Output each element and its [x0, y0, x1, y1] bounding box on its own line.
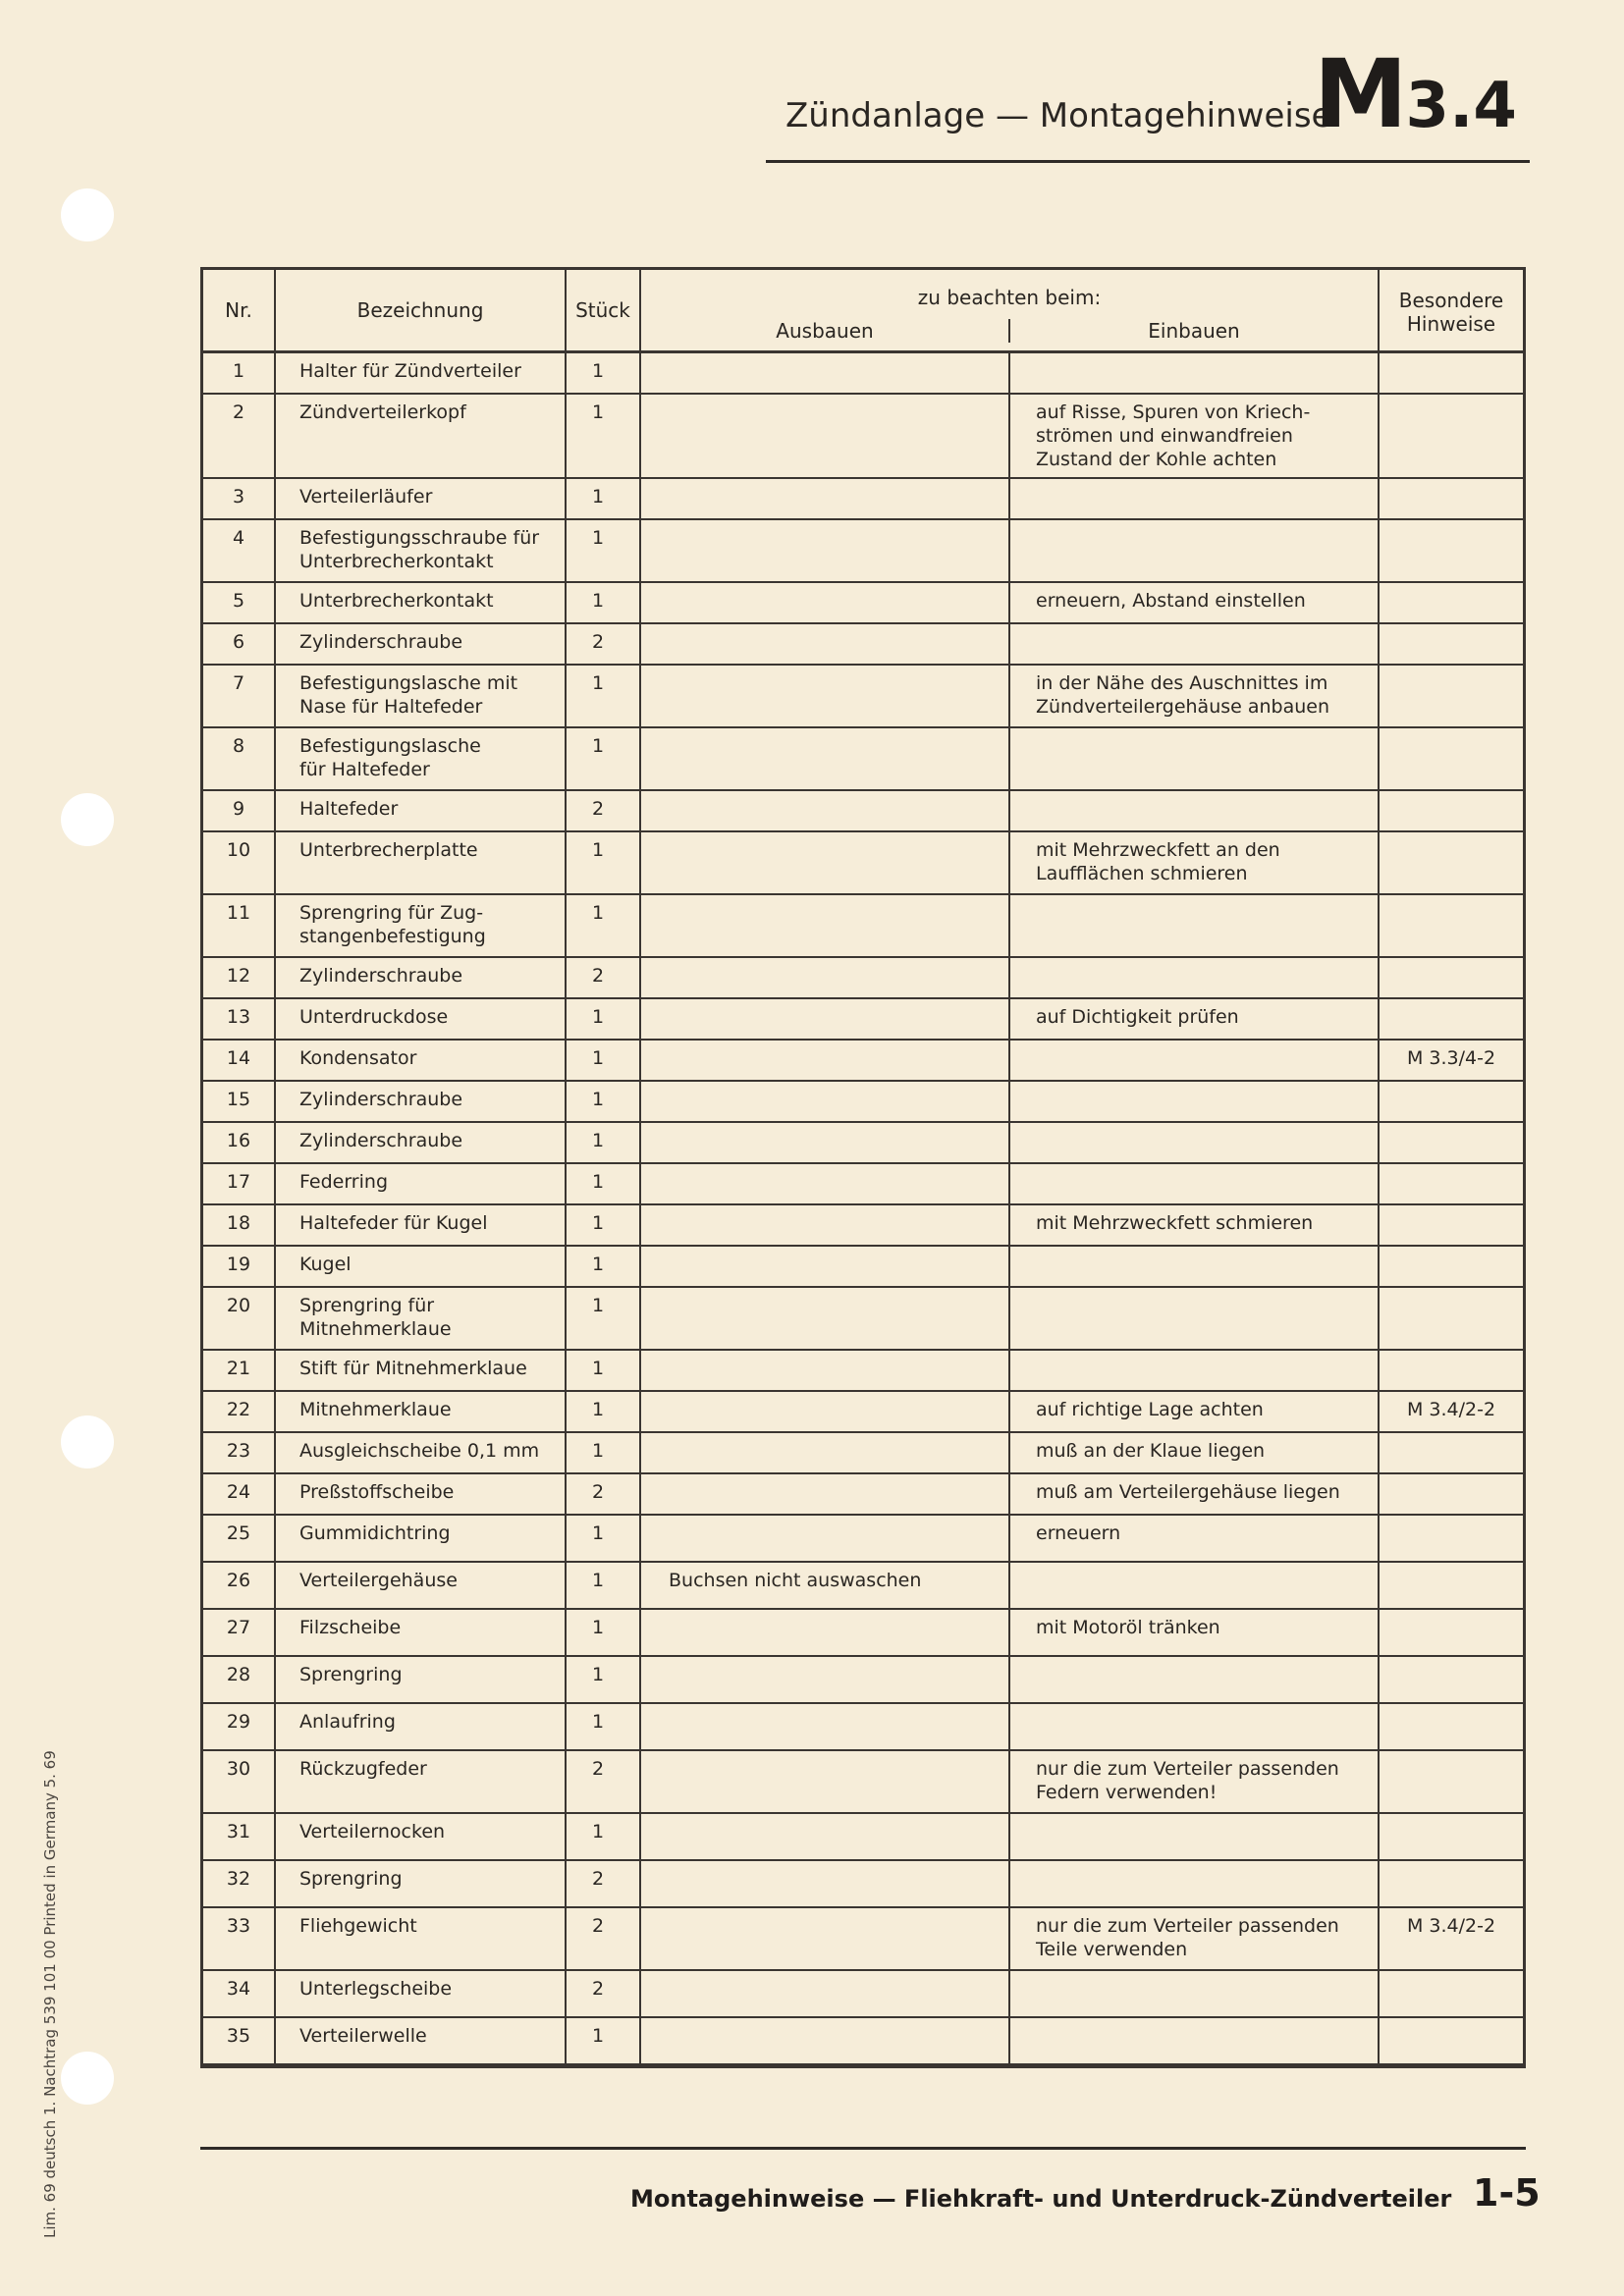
table-row [203, 832, 1523, 895]
cell-ausbauen [641, 1164, 1010, 1205]
cell-bezeichnung: Unterlegscheibe [276, 1971, 567, 2018]
cell-nr: 8 [203, 728, 276, 791]
cell-bezeichnung: Zündverteilerkopf [276, 395, 567, 479]
cell-bezeichnung: Unterbrecherplatte [276, 832, 567, 895]
col-group-label: zu beachten beim: [917, 286, 1102, 309]
table-row [203, 958, 1523, 999]
cell-hinweise [1380, 666, 1523, 728]
table-row [203, 353, 1523, 395]
cell-stueck: 1 [567, 1164, 641, 1205]
cell-ausbauen [641, 1861, 1010, 1908]
cell-stueck: 2 [567, 1751, 641, 1814]
cell-hinweise [1380, 1474, 1523, 1516]
cell-bezeichnung: Kugel [276, 1247, 567, 1288]
cell-ausbauen [641, 479, 1010, 520]
cell-ausbauen [641, 1751, 1010, 1814]
cell-ausbauen [641, 1657, 1010, 1704]
cell-nr: 25 [203, 1516, 276, 1563]
cell-nr: 32 [203, 1861, 276, 1908]
cell-stueck: 2 [567, 791, 641, 832]
cell-bezeichnung: Preßstoffscheibe [276, 1474, 567, 1516]
cell-stueck: 1 [567, 1247, 641, 1288]
cell-stueck: 1 [567, 395, 641, 479]
cell-stueck: 1 [567, 1610, 641, 1657]
cell-einbauen: erneuern, Abstand einstellen [1010, 583, 1380, 624]
table-body [203, 353, 1523, 2065]
cell-stueck: 1 [567, 1123, 641, 1164]
cell-einbauen [1010, 2018, 1380, 2065]
cell-hinweise [1380, 2018, 1523, 2065]
cell-ausbauen [641, 832, 1010, 895]
cell-bezeichnung: Zylinderschraube [276, 1123, 567, 1164]
cell-einbauen [1010, 1861, 1380, 1908]
cell-hinweise [1380, 1610, 1523, 1657]
cell-bezeichnung: Befestigungslasche mit Nase für Haltefeder [276, 666, 567, 728]
cell-hinweise [1380, 832, 1523, 895]
cell-bezeichnung: Befestigungslasche für Haltefeder [276, 728, 567, 791]
cell-hinweise: M 3.4/2-2 [1380, 1908, 1523, 1971]
cell-ausbauen [641, 1971, 1010, 2018]
cell-nr: 4 [203, 520, 276, 583]
cell-einbauen [1010, 1657, 1380, 1704]
cell-ausbauen [641, 353, 1010, 395]
cell-hinweise [1380, 895, 1523, 958]
cell-hinweise [1380, 1164, 1523, 1205]
cell-bezeichnung: Unterdruckdose [276, 999, 567, 1041]
cell-hinweise: M 3.4/2-2 [1380, 1392, 1523, 1433]
cell-nr: 19 [203, 1247, 276, 1288]
cell-stueck: 2 [567, 1474, 641, 1516]
cell-nr: 22 [203, 1392, 276, 1433]
cell-ausbauen [641, 1041, 1010, 1082]
cell-ausbauen [641, 583, 1010, 624]
assembly-table [200, 267, 1526, 2068]
cell-nr: 24 [203, 1474, 276, 1516]
cell-hinweise [1380, 1351, 1523, 1392]
cell-einbauen: nur die zum Verteiler passenden Federn verwenden! [1010, 1751, 1380, 1814]
table-row [203, 1041, 1523, 1082]
cell-einbauen: mit Mehrzweckfett an den Laufflächen schmieren [1010, 832, 1380, 895]
cell-stueck: 1 [567, 666, 641, 728]
cell-stueck: 1 [567, 2018, 641, 2065]
table-row [203, 666, 1523, 728]
table-row [203, 1751, 1523, 1814]
cell-einbauen [1010, 1041, 1380, 1082]
cell-einbauen: auf Dichtigkeit prüfen [1010, 999, 1380, 1041]
cell-nr: 35 [203, 2018, 276, 2065]
cell-stueck: 2 [567, 1971, 641, 2018]
cell-ausbauen [641, 1516, 1010, 1563]
cell-hinweise [1380, 520, 1523, 583]
section-code-number: 3.4 [1405, 70, 1517, 142]
cell-nr: 5 [203, 583, 276, 624]
cell-einbauen: auf richtige Lage achten [1010, 1392, 1380, 1433]
cell-bezeichnung: Haltefeder für Kugel [276, 1205, 567, 1247]
table-row [203, 1288, 1523, 1351]
cell-nr: 12 [203, 958, 276, 999]
cell-einbauen: nur die zum Verteiler passenden Teile verwenden [1010, 1908, 1380, 1971]
cell-stueck: 2 [567, 624, 641, 666]
cell-einbauen [1010, 958, 1380, 999]
cell-nr: 9 [203, 791, 276, 832]
cell-stueck: 1 [567, 1392, 641, 1433]
col-hinweise: Besondere Hinweise [1398, 289, 1504, 336]
cell-einbauen: muß an der Klaue liegen [1010, 1433, 1380, 1474]
cell-hinweise [1380, 1247, 1523, 1288]
cell-nr: 16 [203, 1123, 276, 1164]
cell-bezeichnung: Zylinderschraube [276, 624, 567, 666]
cell-stueck: 1 [567, 1704, 641, 1751]
table-row [203, 791, 1523, 832]
cell-stueck: 2 [567, 1861, 641, 1908]
cell-einbauen [1010, 1247, 1380, 1288]
cell-einbauen: erneuern [1010, 1516, 1380, 1563]
punch-hole-2 [61, 793, 114, 846]
cell-einbauen [1010, 1814, 1380, 1861]
cell-bezeichnung: Zylinderschraube [276, 1082, 567, 1123]
table-row [203, 1164, 1523, 1205]
cell-nr: 21 [203, 1351, 276, 1392]
cell-bezeichnung: Sprengring [276, 1861, 567, 1908]
cell-einbauen [1010, 1288, 1380, 1351]
cell-einbauen: muß am Verteilergehäuse liegen [1010, 1474, 1380, 1516]
page-title: Zündanlage — Montagehinweise [785, 96, 1332, 135]
cell-stueck: 1 [567, 1433, 641, 1474]
cell-stueck: 1 [567, 1041, 641, 1082]
cell-einbauen [1010, 353, 1380, 395]
cell-einbauen [1010, 1704, 1380, 1751]
cell-ausbauen [641, 666, 1010, 728]
cell-nr: 7 [203, 666, 276, 728]
cell-bezeichnung: Kondensator [276, 1041, 567, 1082]
cell-stueck: 1 [567, 353, 641, 395]
cell-einbauen [1010, 791, 1380, 832]
table-row [203, 1814, 1523, 1861]
cell-nr: 28 [203, 1657, 276, 1704]
cell-ausbauen [641, 1392, 1010, 1433]
cell-hinweise [1380, 1082, 1523, 1123]
cell-nr: 11 [203, 895, 276, 958]
cell-bezeichnung: Befestigungsschraube für Unterbrecherkontakt [276, 520, 567, 583]
table-row [203, 1861, 1523, 1908]
cell-ausbauen [641, 1474, 1010, 1516]
cell-stueck: 1 [567, 583, 641, 624]
table-row [203, 1392, 1523, 1433]
cell-ausbauen [641, 1082, 1010, 1123]
cell-bezeichnung: Mitnehmerklaue [276, 1392, 567, 1433]
cell-einbauen: mit Mehrzweckfett schmieren [1010, 1205, 1380, 1247]
cell-ausbauen [641, 958, 1010, 999]
cell-stueck: 2 [567, 1908, 641, 1971]
table-row [203, 1351, 1523, 1392]
cell-hinweise [1380, 1751, 1523, 1814]
cell-einbauen [1010, 1971, 1380, 2018]
cell-bezeichnung: Sprengring für Zug- stangenbefestigung [276, 895, 567, 958]
print-info: Lim. 69 deutsch 1. Nachtrag 539 101 00 Printed in Germany 5. 69 [41, 1750, 59, 2238]
cell-ausbauen [641, 1814, 1010, 1861]
col-bezeichnung: Bezeichnung [276, 270, 567, 350]
table-row [203, 895, 1523, 958]
cell-nr: 33 [203, 1908, 276, 1971]
cell-stueck: 1 [567, 520, 641, 583]
cell-nr: 3 [203, 479, 276, 520]
cell-hinweise [1380, 1704, 1523, 1751]
cell-nr: 18 [203, 1205, 276, 1247]
cell-hinweise [1380, 395, 1523, 479]
table-row [203, 1516, 1523, 1563]
cell-stueck: 1 [567, 999, 641, 1041]
cell-hinweise [1380, 1433, 1523, 1474]
cell-ausbauen [641, 395, 1010, 479]
table-row [203, 1971, 1523, 2018]
cell-ausbauen [641, 895, 1010, 958]
cell-hinweise [1380, 1288, 1523, 1351]
cell-stueck: 1 [567, 1516, 641, 1563]
cell-stueck: 1 [567, 1082, 641, 1123]
cell-bezeichnung: Anlaufring [276, 1704, 567, 1751]
cell-bezeichnung: Sprengring für Mitnehmerklaue [276, 1288, 567, 1351]
section-code-letter: M [1314, 39, 1406, 149]
cell-einbauen: mit Motoröl tränken [1010, 1610, 1380, 1657]
table-row [203, 1205, 1523, 1247]
cell-einbauen [1010, 520, 1380, 583]
cell-bezeichnung: Halter für Zündverteiler [276, 353, 567, 395]
cell-ausbauen [641, 999, 1010, 1041]
cell-hinweise [1380, 1657, 1523, 1704]
table-row [203, 1123, 1523, 1164]
table-row [203, 1247, 1523, 1288]
table-row [203, 999, 1523, 1041]
table-header [203, 270, 1523, 353]
cell-hinweise [1380, 728, 1523, 791]
cell-einbauen [1010, 728, 1380, 791]
header-rule [766, 160, 1530, 163]
table-row [203, 1082, 1523, 1123]
cell-einbauen: in der Nähe des Auschnittes im Zündverteilergehäuse anbauen [1010, 666, 1380, 728]
cell-stueck: 1 [567, 1657, 641, 1704]
table-row [203, 583, 1523, 624]
cell-ausbauen [641, 791, 1010, 832]
cell-ausbauen [641, 1247, 1010, 1288]
table-row [203, 1610, 1523, 1657]
cell-einbauen [1010, 479, 1380, 520]
cell-ausbauen [641, 1288, 1010, 1351]
cell-bezeichnung: Rückzugfeder [276, 1751, 567, 1814]
cell-hinweise [1380, 999, 1523, 1041]
cell-hinweise [1380, 1123, 1523, 1164]
cell-nr: 2 [203, 395, 276, 479]
cell-nr: 17 [203, 1164, 276, 1205]
table-row [203, 624, 1523, 666]
table-row [203, 1433, 1523, 1474]
cell-nr: 23 [203, 1433, 276, 1474]
col-ausbauen: Ausbauen [641, 319, 1010, 343]
cell-bezeichnung: Ausgleichscheibe 0,1 mm [276, 1433, 567, 1474]
cell-nr: 29 [203, 1704, 276, 1751]
cell-stueck: 1 [567, 1563, 641, 1610]
cell-stueck: 1 [567, 832, 641, 895]
cell-einbauen [1010, 1082, 1380, 1123]
cell-nr: 13 [203, 999, 276, 1041]
cell-hinweise [1380, 624, 1523, 666]
cell-ausbauen [641, 2018, 1010, 2065]
cell-stueck: 2 [567, 958, 641, 999]
cell-stueck: 1 [567, 479, 641, 520]
cell-einbauen: auf Risse, Spuren von Kriech- strömen und einwandfreien Zustand der Kohle achten [1010, 395, 1380, 479]
cell-bezeichnung: Unterbrecherkontakt [276, 583, 567, 624]
cell-einbauen [1010, 895, 1380, 958]
cell-ausbauen [641, 1351, 1010, 1392]
table-row [203, 1474, 1523, 1516]
punch-hole-1 [61, 188, 114, 241]
cell-nr: 31 [203, 1814, 276, 1861]
cell-nr: 27 [203, 1610, 276, 1657]
cell-hinweise [1380, 353, 1523, 395]
cell-hinweise [1380, 1516, 1523, 1563]
cell-nr: 10 [203, 832, 276, 895]
punch-hole-3 [61, 1415, 114, 1468]
table-row [203, 395, 1523, 479]
cell-hinweise [1380, 1205, 1523, 1247]
col-subheaders [641, 319, 1378, 343]
cell-einbauen [1010, 1164, 1380, 1205]
table-row [203, 1563, 1523, 1610]
cell-ausbauen [641, 1610, 1010, 1657]
cell-hinweise [1380, 1971, 1523, 2018]
cell-einbauen [1010, 1563, 1380, 1610]
col-stueck: Stück [567, 270, 641, 350]
cell-bezeichnung: Filzscheibe [276, 1610, 567, 1657]
table-row [203, 2018, 1523, 2065]
cell-bezeichnung: Verteilernocken [276, 1814, 567, 1861]
cell-bezeichnung: Federring [276, 1164, 567, 1205]
cell-stueck: 1 [567, 1205, 641, 1247]
cell-hinweise [1380, 958, 1523, 999]
cell-stueck: 1 [567, 728, 641, 791]
cell-nr: 15 [203, 1082, 276, 1123]
table-row [203, 520, 1523, 583]
cell-ausbauen [641, 1908, 1010, 1971]
cell-bezeichnung: Haltefeder [276, 791, 567, 832]
cell-hinweise [1380, 1563, 1523, 1610]
cell-nr: 14 [203, 1041, 276, 1082]
table-row [203, 728, 1523, 791]
table-row [203, 479, 1523, 520]
cell-stueck: 1 [567, 1351, 641, 1392]
col-einbauen: Einbauen [1148, 319, 1240, 343]
table-row [203, 1657, 1523, 1704]
cell-einbauen [1010, 1123, 1380, 1164]
cell-bezeichnung: Fliehgewicht [276, 1908, 567, 1971]
table-row [203, 1704, 1523, 1751]
cell-bezeichnung: Sprengring [276, 1657, 567, 1704]
cell-einbauen [1010, 624, 1380, 666]
cell-nr: 1 [203, 353, 276, 395]
cell-bezeichnung: Zylinderschraube [276, 958, 567, 999]
cell-hinweise [1380, 479, 1523, 520]
col-nr: Nr. [203, 270, 276, 350]
cell-hinweise [1380, 1814, 1523, 1861]
cell-hinweise [1380, 1861, 1523, 1908]
cell-nr: 26 [203, 1563, 276, 1610]
cell-nr: 30 [203, 1751, 276, 1814]
cell-ausbauen [641, 520, 1010, 583]
cell-stueck: 1 [567, 1288, 641, 1351]
section-code [1314, 39, 1517, 149]
cell-ausbauen [641, 1123, 1010, 1164]
cell-nr: 20 [203, 1288, 276, 1351]
cell-nr: 6 [203, 624, 276, 666]
cell-bezeichnung: Stift für Mitnehmerklaue [276, 1351, 567, 1392]
cell-einbauen [1010, 1351, 1380, 1392]
cell-bezeichnung: Verteilergehäuse [276, 1563, 567, 1610]
col-zu-beachten [641, 270, 1380, 350]
cell-hinweise [1380, 791, 1523, 832]
cell-bezeichnung: Gummidichtring [276, 1516, 567, 1563]
table-row [203, 1908, 1523, 1971]
cell-ausbauen: Buchsen nicht auswaschen [641, 1563, 1010, 1610]
cell-bezeichnung: Verteilerwelle [276, 2018, 567, 2065]
cell-hinweise: M 3.3/4-2 [1380, 1041, 1523, 1082]
cell-ausbauen [641, 1205, 1010, 1247]
cell-hinweise [1380, 583, 1523, 624]
cell-ausbauen [641, 1433, 1010, 1474]
cell-ausbauen [641, 728, 1010, 791]
footer-title: Montagehinweise — Fliehkraft- und Unterdruck-Zündverteiler [630, 2185, 1452, 2213]
cell-ausbauen [641, 1704, 1010, 1751]
cell-stueck: 1 [567, 895, 641, 958]
page-number: 1-5 [1473, 2171, 1541, 2215]
punch-hole-4 [61, 2052, 114, 2105]
cell-ausbauen [641, 624, 1010, 666]
footer-rule [200, 2147, 1526, 2150]
cell-bezeichnung: Verteilerläufer [276, 479, 567, 520]
cell-nr: 34 [203, 1971, 276, 2018]
cell-stueck: 1 [567, 1814, 641, 1861]
